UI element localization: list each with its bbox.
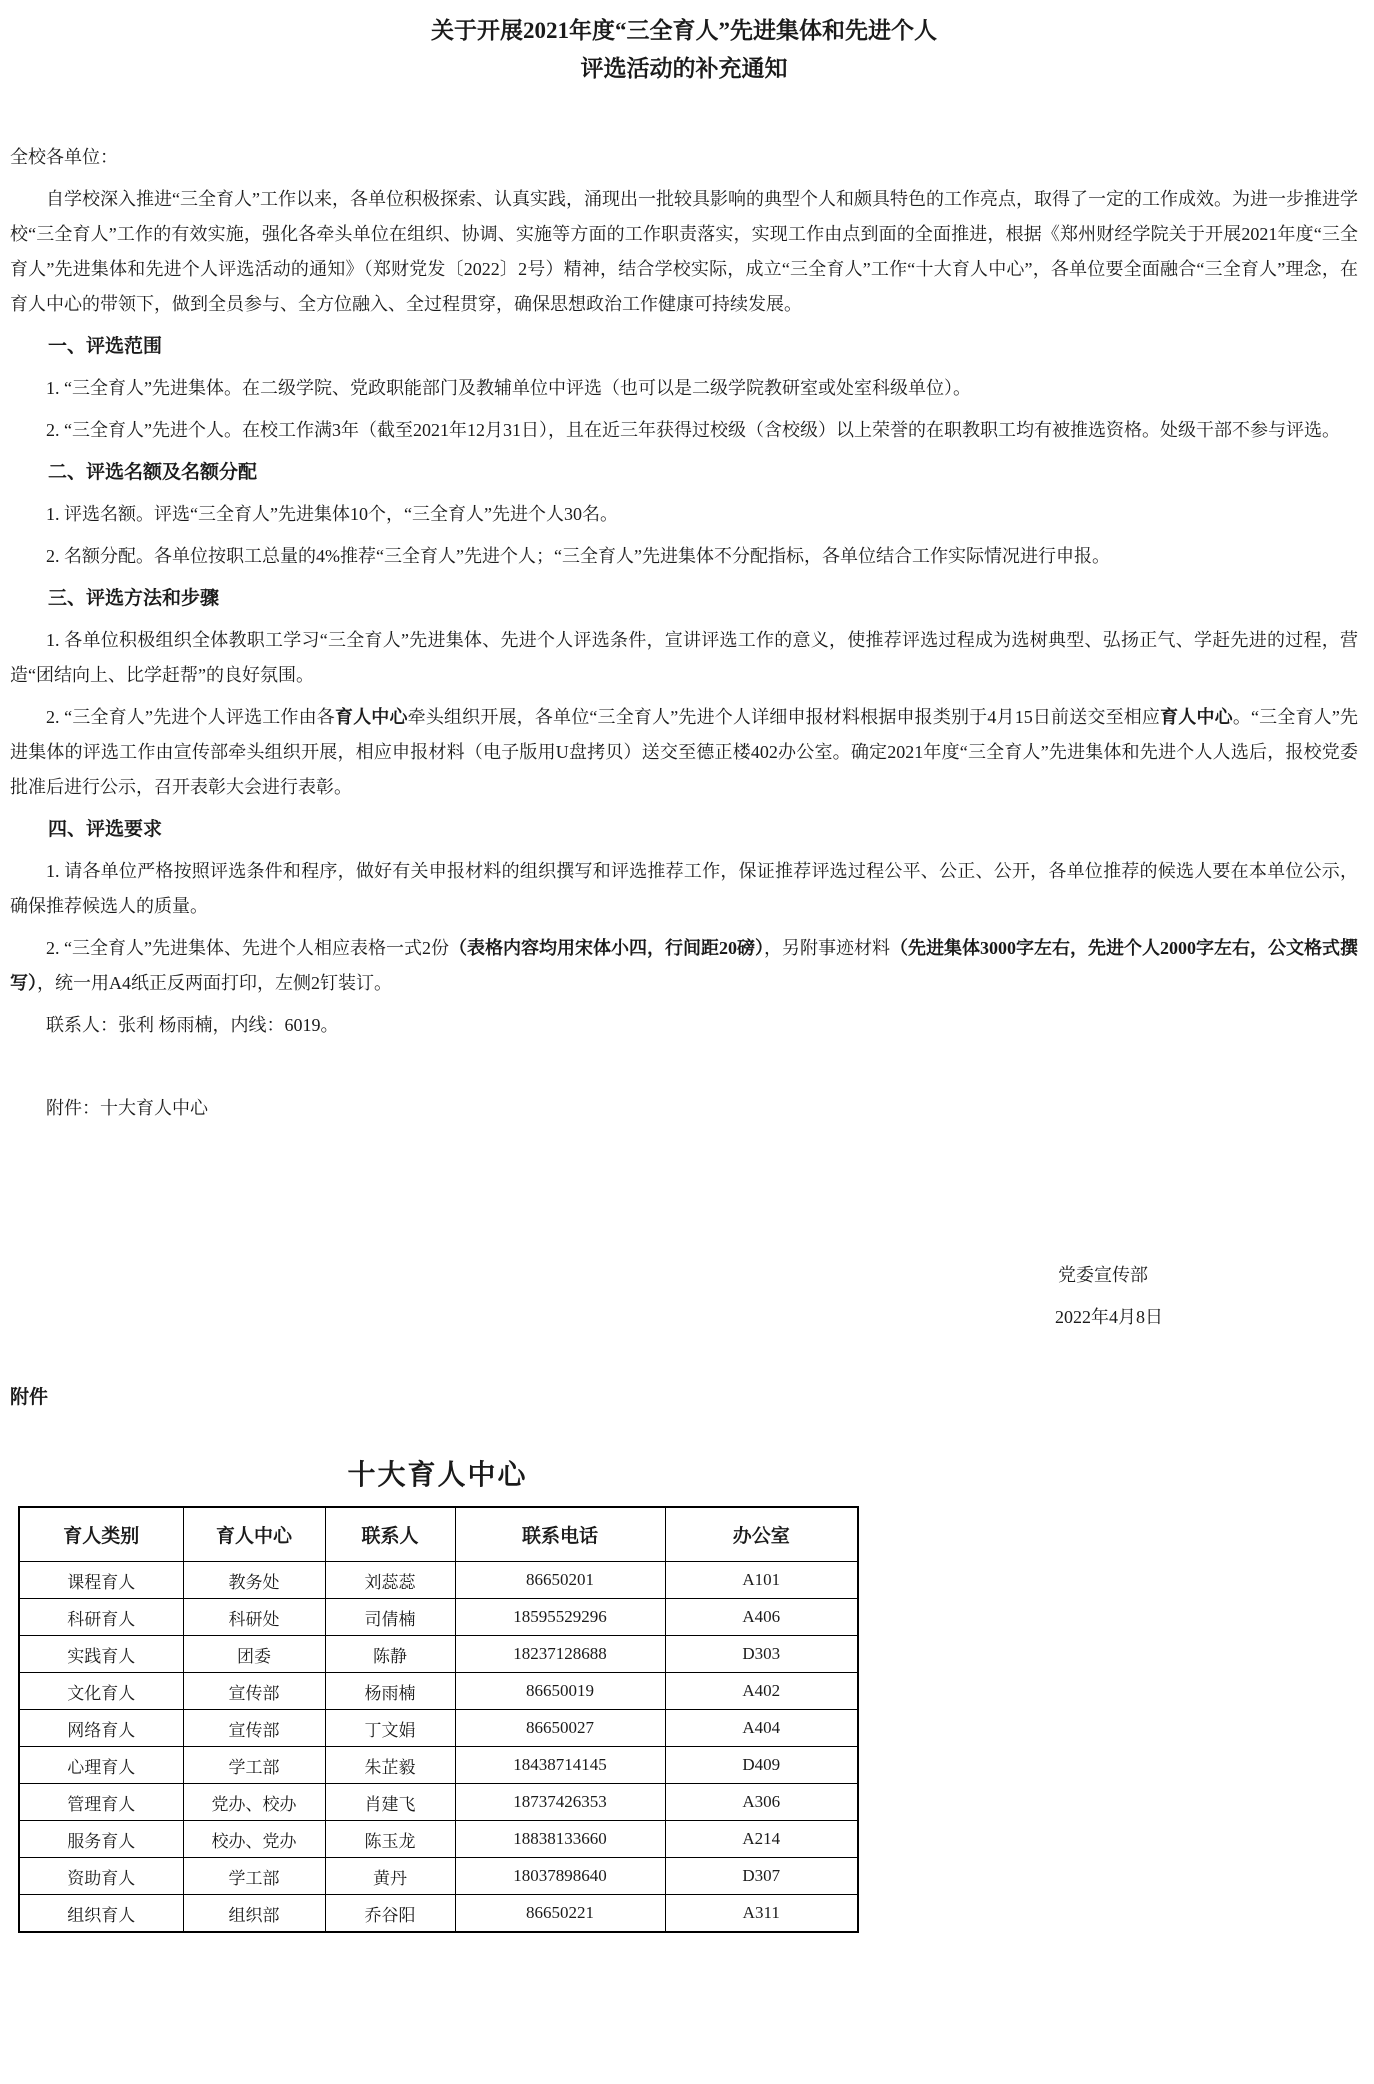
body-paragraph (10, 182, 1358, 322)
table-header-cell: 育人中心 (183, 1507, 325, 1562)
bold-text-segment: 育人中心 (1160, 707, 1233, 727)
table-row (19, 1599, 858, 1636)
table-cell: 管理育人 (19, 1784, 183, 1821)
table-cell: D307 (665, 1858, 858, 1895)
centers-table-body (19, 1562, 858, 1933)
table-cell: 课程育人 (19, 1562, 183, 1599)
table-cell: 科研育人 (19, 1599, 183, 1636)
table-cell: 服务育人 (19, 1821, 183, 1858)
table-cell: 黄丹 (325, 1858, 455, 1895)
doc-title (10, 12, 1358, 88)
table-cell: 科研处 (183, 1599, 325, 1636)
text-segment: 四、评选要求 (48, 819, 163, 840)
signature-date: 2022年4月8日 (1055, 1307, 1163, 1327)
table-cell: 乔谷阳 (325, 1895, 455, 1933)
table-cell: 18438714145 (455, 1747, 665, 1784)
body-paragraph (10, 854, 1358, 924)
table-cell: 校办、党办 (183, 1821, 325, 1858)
table-header-cell: 育人类别 (19, 1507, 183, 1562)
table-row (19, 1636, 858, 1673)
bold-text-segment: 育人中心 (334, 707, 408, 727)
body-paragraph (10, 413, 1358, 448)
section-heading (10, 329, 1358, 364)
table-row (19, 1858, 858, 1895)
table-cell: A306 (665, 1784, 858, 1821)
doc-title-line2: 评选活动的补充通知 (580, 56, 788, 81)
table-cell: A311 (665, 1895, 858, 1933)
table-cell: 肖建飞 (325, 1784, 455, 1821)
table-cell: 学工部 (183, 1747, 325, 1784)
table-cell: 实践育人 (19, 1636, 183, 1673)
attachment-label: 附件 (10, 1387, 49, 1408)
table-cell: 心理育人 (19, 1747, 183, 1784)
table-cell: 18737426353 (455, 1784, 665, 1821)
section-heading (10, 812, 1358, 847)
table-header-row (19, 1507, 858, 1562)
signature-unit: 党委宣传部 (1058, 1265, 1148, 1285)
table-row (19, 1895, 858, 1933)
table-cell: 刘蕊蕊 (325, 1562, 455, 1599)
doc-body (10, 182, 1358, 1126)
section-heading (10, 581, 1358, 616)
attachment-table-section (18, 1459, 857, 1933)
table-cell: D303 (665, 1636, 858, 1673)
table-cell: 司倩楠 (325, 1599, 455, 1636)
text-segment: ，统一用A4纸正反两面打印，左侧2钉装订。 (37, 973, 392, 993)
body-paragraph (10, 931, 1358, 1001)
bold-text-segment: （先进集体3000字左右，先进个人2000字左右，公文格式撰写） (10, 938, 1359, 993)
table-header-cell: 联系电话 (455, 1507, 665, 1562)
table-cell: 宣传部 (183, 1673, 325, 1710)
table-cell: 宣传部 (183, 1710, 325, 1747)
text-segment: 附件：十大育人中心 (46, 1098, 208, 1118)
text-segment: 2. 名额分配。各单位按职工总量的4%推荐“三全育人”先进个人；“三全育人”先进集体不分配指标，各单位结合工作实际情况进行申报。 (46, 546, 1110, 566)
table-cell: A101 (665, 1562, 858, 1599)
text-segment: 2. “三全育人”先进集体、先进个人相应表格一式2份 (46, 938, 449, 958)
text-segment: 牵头组织开展，各单位“三全育人”先进个人详细申报材料根据申报类别于4月15日前送交至相应 (407, 707, 1161, 727)
centers-table (18, 1506, 859, 1933)
text-segment: 2. “三全育人”先进个人。在校工作满3年（截至2021年12月31日），且在近三年获得过校级（含校级）以上荣誉的在职教职工均有被推选资格。处级干部不参与评选。 (46, 420, 1340, 440)
table-cell: 朱芷毅 (325, 1747, 455, 1784)
bold-text-segment: （表格内容均用宋体小四，行间距20磅） (448, 938, 764, 958)
table-cell: A406 (665, 1599, 858, 1636)
text-segment: 1. “三全育人”先进集体。在二级学院、党政职能部门及教辅单位中评选（也可以是二级学院教研室或处室科级单位）。 (46, 378, 971, 398)
body-paragraph (10, 1008, 1358, 1043)
table-cell: 组织育人 (19, 1895, 183, 1933)
text-segment: 一、评选范围 (48, 336, 163, 357)
body-paragraph (10, 539, 1358, 574)
body-paragraph (10, 1091, 1358, 1126)
text-segment: 1. 各单位积极组织全体教职工学习“三全育人”先进集体、先进个人评选条件，宣讲评选工作的意义，使推荐评选过程成为选树典型、弘扬正气、学赶先进的过程，营造“团结向上、比学赶帮”的良好氛围。 (10, 630, 1358, 685)
table-cell: 18037898640 (455, 1858, 665, 1895)
table-cell: 文化育人 (19, 1673, 183, 1710)
table-row (19, 1562, 858, 1599)
table-header-cell: 办公室 (665, 1507, 858, 1562)
text-segment: 1. 评选名额。评选“三全育人”先进集体10个，“三全育人”先进个人30名。 (46, 504, 618, 524)
table-cell: 86650019 (455, 1673, 665, 1710)
table-cell: D409 (665, 1747, 858, 1784)
table-cell: 陈静 (325, 1636, 455, 1673)
doc-title-line1: 关于开展2021年度“三全育人”先进集体和先进个人 (431, 18, 937, 43)
table-cell: 学工部 (183, 1858, 325, 1895)
table-cell: A402 (665, 1673, 858, 1710)
table-cell: 资助育人 (19, 1858, 183, 1895)
table-cell: 18838133660 (455, 1821, 665, 1858)
table-row (19, 1710, 858, 1747)
body-paragraph (10, 623, 1358, 693)
table-cell: 86650027 (455, 1710, 665, 1747)
text-segment: 联系人：张利 杨雨楠，内线：6019。 (46, 1015, 339, 1035)
table-cell: 杨雨楠 (325, 1673, 455, 1710)
text-segment: 自学校深入推进“三全育人”工作以来，各单位积极探索、认真实践，涌现出一批较具影响的典型个人和颇具特色的工作亮点，取得了一定的工作成效。为进一步推进学校“三全育人”工作的有效实施，强化各牵头单位在组织、协调、实施等方面的工作职责落实，实现工作由点到面的全面推进，根据《郑州财经学院关于开展2021年度“三全育人”先进集体和先进个人评选活动的通知》（郑财党发〔2022〕2号）精神，结合学校实际，成立“三全育人”工作“十大育人中心”，各单位要全面融合“三全育人”理念，在育人中心的带领下，做到全员参与、全方位融入、全过程贯穿，确保思想政治工作健康可持续发展。 (10, 189, 1358, 314)
body-paragraph (10, 497, 1358, 532)
text-segment: 2. “三全育人”先进个人评选工作由各 (46, 707, 335, 727)
text-segment: 三、评选方法和步骤 (48, 588, 220, 609)
table-row (19, 1821, 858, 1858)
centers-table-head (19, 1507, 858, 1562)
table-cell: 丁文娟 (325, 1710, 455, 1747)
text-segment: ，另附事迹材料 (764, 938, 891, 958)
table-cell: A214 (665, 1821, 858, 1858)
attachment-table-title: 十大育人中心 (347, 1460, 528, 1491)
body-paragraph (10, 700, 1358, 805)
table-cell: 党办、校办 (183, 1784, 325, 1821)
table-cell: 团委 (183, 1636, 325, 1673)
table-header-cell: 联系人 (325, 1507, 455, 1562)
table-cell: 86650221 (455, 1895, 665, 1933)
salutation: 全校各单位： (10, 147, 118, 167)
table-row (19, 1673, 858, 1710)
table-row (19, 1784, 858, 1821)
text-segment: 二、评选名额及名额分配 (48, 462, 258, 483)
table-cell: 18237128688 (455, 1636, 665, 1673)
table-cell: A404 (665, 1710, 858, 1747)
text-segment: 1. 请各单位严格按照评选条件和程序，做好有关申报材料的组织撰写和评选推荐工作，保证推荐评选过程公平、公正、公开，各单位推荐的候选人要在本单位公示，确保推荐候选人的质量。 (10, 861, 1358, 916)
table-row (19, 1747, 858, 1784)
body-paragraph (10, 371, 1358, 406)
table-cell: 组织部 (183, 1895, 325, 1933)
table-cell: 86650201 (455, 1562, 665, 1599)
table-cell: 教务处 (183, 1562, 325, 1599)
text-segment: 。“三全育人”先进集体的评选工作由宣传部牵头组织开展，相应申报材料（电子版用U盘拷贝）送交至德正楼402办公室。确定2021年度“三全育人”先进集体和先进个人人选后，报校党委批准后进行公示，召开表彰大会进行表彰。 (10, 707, 1359, 797)
table-cell: 网络育人 (19, 1710, 183, 1747)
section-heading (10, 455, 1358, 490)
table-cell: 18595529296 (455, 1599, 665, 1636)
table-cell: 陈玉龙 (325, 1821, 455, 1858)
